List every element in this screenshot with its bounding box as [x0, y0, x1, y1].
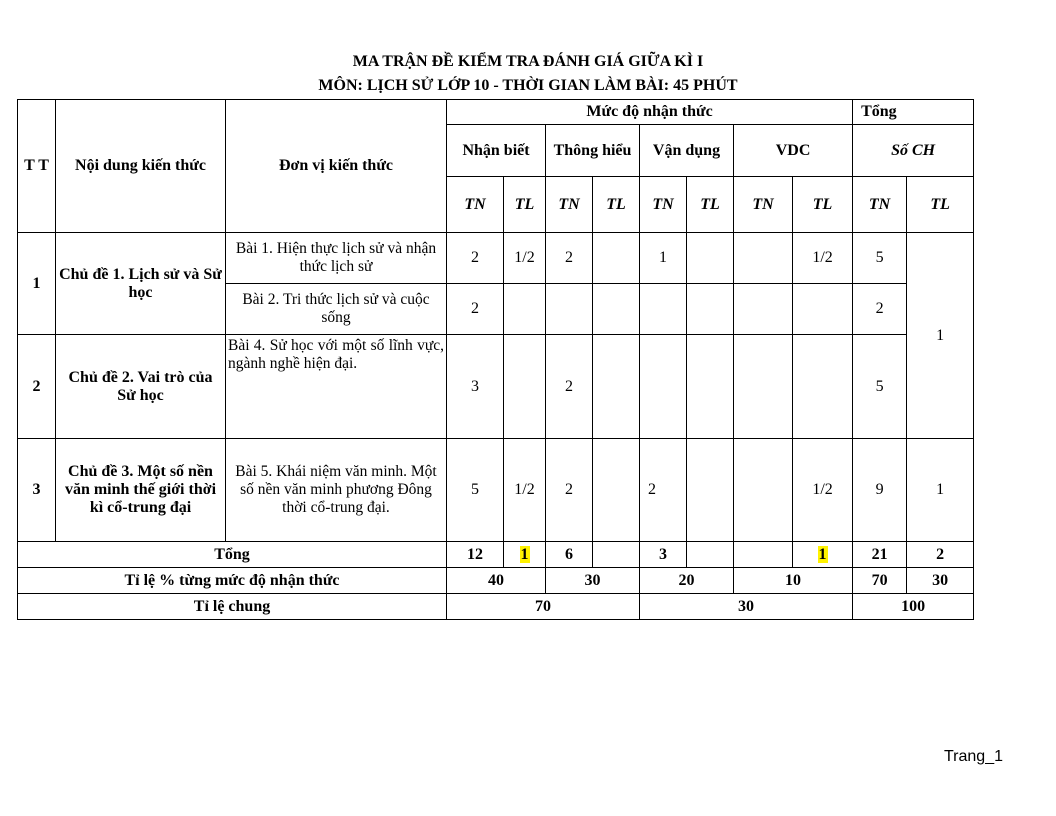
ratio-row-label: Tỉ lệ % từng mức độ nhận thức [18, 568, 447, 594]
sum-cell: 6 [546, 542, 593, 568]
sub-header-tn: TN [853, 177, 907, 233]
unit-cell: Bài 1. Hiện thực lịch sử và nhận thức lịch sử [226, 233, 447, 284]
sub-header-tl: TL [593, 177, 640, 233]
highlight-mark: 1 [520, 545, 529, 563]
row-number: 1 [18, 233, 56, 335]
value-cell: 1 [907, 439, 974, 542]
group-header-total: Tổng [853, 100, 974, 125]
sub-header-tn: TN [546, 177, 593, 233]
sub-header-tn: TN [447, 177, 504, 233]
topic-cell: Chủ đề 2. Vai trò của Sử học [56, 335, 226, 439]
ratio-cell: 20 [640, 568, 734, 594]
ratio-cell: 40 [447, 568, 546, 594]
value-cell: 9 [853, 439, 907, 542]
level-header-understand: Thông hiểu [546, 125, 640, 177]
value-cell: 2 [447, 233, 504, 284]
topic-cell: Chủ đề 1. Lịch sử và Sử học [56, 233, 226, 335]
table-row [18, 335, 974, 439]
overall-cell: 70 [447, 594, 640, 620]
value-cell [687, 233, 734, 284]
value-cell: 5 [447, 439, 504, 542]
value-cell [593, 335, 640, 439]
header-row-1 [18, 100, 974, 125]
highlight-mark: 1 [818, 545, 827, 563]
value-cell: 2 [447, 284, 504, 335]
ratio-cell: 10 [734, 568, 853, 594]
table-row [18, 439, 974, 542]
merged-total-tl-cell: 1 [907, 233, 974, 439]
group-header-levels: Mức độ nhận thức [447, 100, 853, 125]
col-header-content: Nội dung kiến thức [56, 100, 226, 233]
level-header-apply: Vận dụng [640, 125, 734, 177]
document-title: MA TRẬN ĐỀ KIỂM TRA ĐÁNH GIÁ GIỮA KÌ I [352, 53, 704, 70]
value-cell [734, 335, 793, 439]
sum-cell-highlighted [504, 542, 546, 568]
level-header-recognize: Nhận biết [447, 125, 546, 177]
value-cell [640, 284, 687, 335]
assessment-matrix-table [17, 99, 974, 620]
value-cell [504, 284, 546, 335]
value-cell [593, 233, 640, 284]
value-cell: 1/2 [793, 233, 853, 284]
ratio-cell: 30 [546, 568, 640, 594]
value-cell [687, 439, 734, 542]
sub-header-tl: TL [793, 177, 853, 233]
sum-cell-highlighted [793, 542, 853, 568]
value-cell [793, 335, 853, 439]
value-cell [593, 284, 640, 335]
col-header-tt: T T [18, 100, 56, 233]
ratio-row [18, 568, 974, 594]
sub-header-tn: TN [734, 177, 793, 233]
unit-cell: Bài 4. Sử học với một số lĩnh vực, ngành nghề hiện đại. [226, 335, 447, 439]
value-cell: 1/2 [504, 439, 546, 542]
overall-row-label: Tỉ lệ chung [18, 594, 447, 620]
sub-header-tn: TN [640, 177, 687, 233]
sub-header-tl: TL [687, 177, 734, 233]
value-cell [593, 439, 640, 542]
overall-cell: 30 [640, 594, 853, 620]
value-cell [734, 284, 793, 335]
sum-row-label: Tổng [18, 542, 447, 568]
sum-cell: 3 [640, 542, 687, 568]
value-cell: 3 [447, 335, 504, 439]
table-row [18, 233, 974, 284]
overall-row [18, 594, 974, 620]
total-header-question-count: Số CH [853, 125, 974, 177]
value-cell [734, 233, 793, 284]
sum-cell: 2 [907, 542, 974, 568]
value-cell: 1/2 [504, 233, 546, 284]
ratio-cell: 70 [853, 568, 907, 594]
sum-row [18, 542, 974, 568]
document-subtitle: MÔN: LỊCH SỬ LỚP 10 - THỜI GIAN LÀM BÀI: 45 PHÚT [318, 77, 738, 94]
level-header-vdc: VDC [734, 125, 853, 177]
sub-header-tl: TL [504, 177, 546, 233]
sum-cell: 12 [447, 542, 504, 568]
col-header-unit: Đơn vị kiến thức [226, 100, 447, 233]
value-cell: 2 [546, 439, 593, 542]
value-cell: 1 [640, 233, 687, 284]
value-cell [734, 439, 793, 542]
value-cell: 1/2 [793, 439, 853, 542]
value-cell [687, 335, 734, 439]
overall-cell: 100 [853, 594, 974, 620]
value-cell: 2 [853, 284, 907, 335]
value-cell: 5 [853, 233, 907, 284]
value-cell: 2 [546, 233, 593, 284]
sum-cell [734, 542, 793, 568]
sub-header-tl: TL [907, 177, 974, 233]
value-cell [640, 335, 687, 439]
value-cell [504, 335, 546, 439]
ratio-cell: 30 [907, 568, 974, 594]
sum-cell [687, 542, 734, 568]
value-cell: 2 [546, 335, 593, 439]
unit-cell: Bài 2. Tri thức lịch sử và cuộc sống [226, 284, 447, 335]
value-cell [793, 284, 853, 335]
row-number: 2 [18, 335, 56, 439]
value-cell: 2 [640, 439, 687, 542]
row-number: 3 [18, 439, 56, 542]
page-number: Trang_1 [944, 748, 1003, 765]
value-cell: 5 [853, 335, 907, 439]
sum-cell: 21 [853, 542, 907, 568]
value-cell [687, 284, 734, 335]
value-cell [546, 284, 593, 335]
sum-cell [593, 542, 640, 568]
unit-cell: Bài 5. Khái niệm văn minh. Một số nền văn minh phương Đông thời cổ-trung đại. [226, 439, 447, 542]
topic-cell: Chủ đề 3. Một số nền văn minh thế giới thời kì cổ-trung đại [56, 439, 226, 542]
